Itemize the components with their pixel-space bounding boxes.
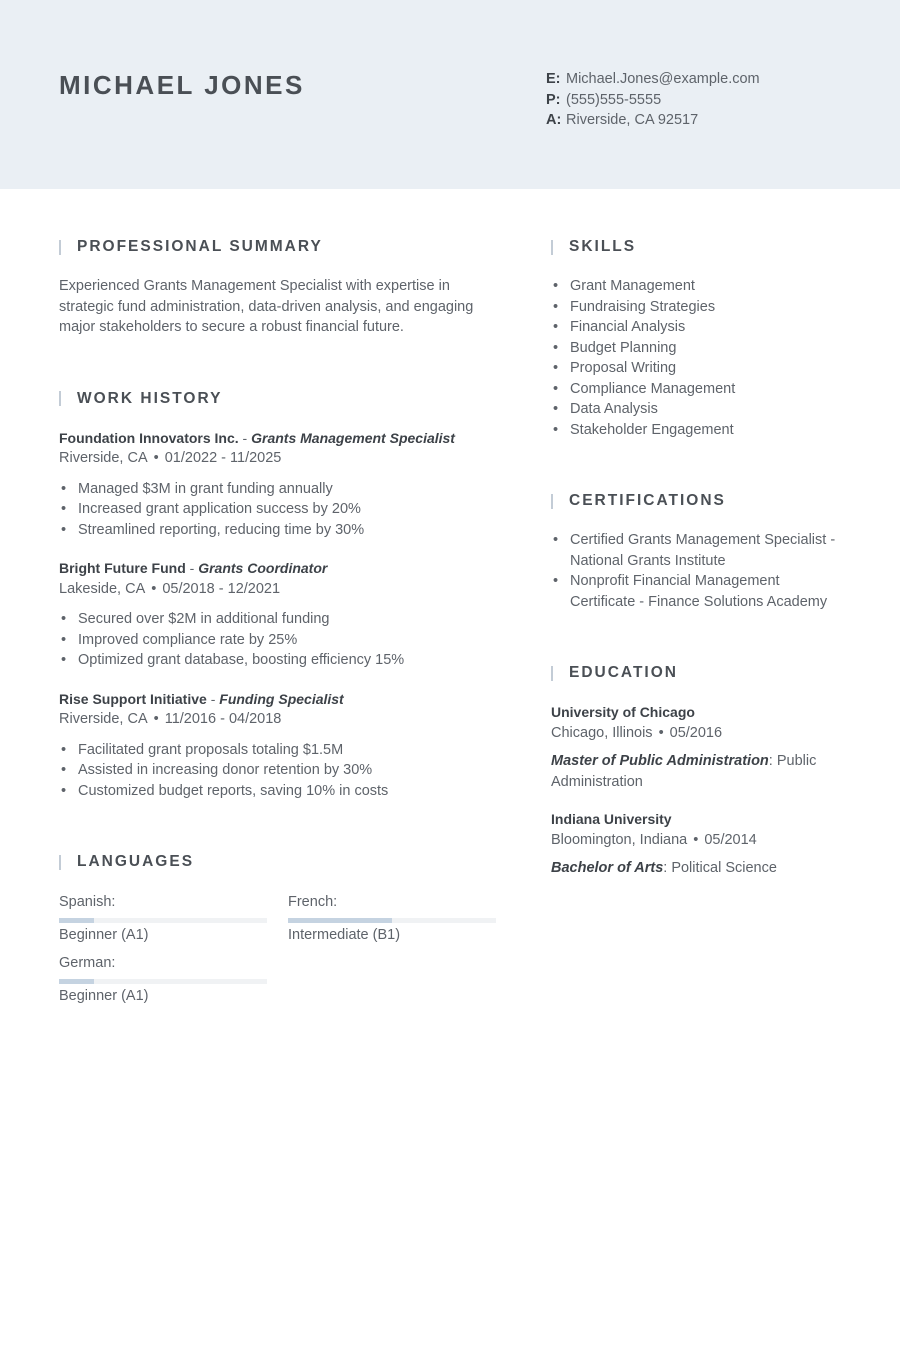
section-title-work-history: WORK HISTORY — [59, 388, 499, 410]
degree-name: Bachelor of Arts — [551, 860, 664, 876]
skills-section — [551, 236, 851, 440]
contact-email[interactable]: Michael.Jones@example.com — [566, 71, 760, 87]
education-school: University of Chicago — [551, 704, 695, 720]
job-bullet: • Increased grant application success by 20% — [59, 499, 499, 520]
phone-key: P: — [546, 91, 561, 108]
job-heading — [59, 558, 499, 579]
job-role: Grants Coordinator — [198, 560, 328, 576]
section-accent-bar — [59, 855, 61, 870]
separator-dot: • — [153, 450, 159, 466]
education-location: Bloomington, Indiana — [551, 831, 688, 848]
education-entry — [551, 702, 851, 792]
section-title-summary: PROFESSIONAL SUMMARY — [59, 236, 499, 258]
skill-item: • Data Analysis — [551, 399, 851, 420]
job-company: Bright Future Fund — [59, 560, 186, 576]
language-level: Intermediate (B1) — [288, 927, 401, 943]
job-role: Funding Specialist — [219, 690, 344, 707]
job-bullet: • Streamlined reporting, reducing time by 30% — [59, 520, 499, 541]
section-accent-bar — [59, 240, 61, 255]
section-accent-bar — [551, 240, 553, 255]
job-dates: 11/2016 - 04/2018 — [164, 711, 282, 727]
job-bullets — [59, 479, 499, 541]
education-date: 05/2016 — [669, 724, 723, 741]
job-company: Rise Support Initiative — [59, 690, 207, 707]
skill-item: • Grant Management — [551, 276, 851, 297]
separator-dot: • — [693, 831, 699, 848]
job-location-dates — [59, 448, 499, 469]
job-company: Foundation Innovators Inc. — [59, 429, 239, 446]
separator-dot: • — [151, 580, 157, 597]
education-location: Chicago, Illinois — [551, 724, 653, 741]
email-key: E: — [546, 71, 561, 87]
education-degree — [551, 858, 851, 879]
degree-field: : Public Administration — [551, 753, 817, 790]
skill-item: • Proposal Writing — [551, 358, 851, 379]
contact-email-row — [546, 69, 760, 90]
language-level-fill — [59, 979, 94, 984]
job-bullets — [59, 740, 499, 802]
degree-name: Master of Public Administration — [551, 753, 769, 769]
job-role: Grants Management Specialist — [251, 429, 455, 446]
section-title-education: EDUCATION — [551, 662, 851, 684]
job-location: Riverside, CA — [59, 711, 148, 727]
language-item — [59, 892, 267, 945]
education-entry — [551, 809, 851, 879]
job-location: Riverside, CA — [59, 450, 148, 466]
language-item — [288, 892, 496, 945]
contact-phone: (555)555-5555 — [566, 91, 662, 108]
job-bullet: • Improved compliance rate by 25% — [59, 630, 499, 651]
job-separator: - — [185, 560, 199, 576]
job-entry — [59, 428, 499, 541]
language-level-fill — [288, 918, 392, 923]
job-location: Lakeside, CA — [59, 580, 146, 597]
job-bullets — [59, 609, 499, 671]
language-name: French: — [288, 894, 338, 910]
work-history-section — [59, 388, 499, 802]
education-date: 05/2014 — [704, 831, 757, 848]
language-level-bar — [288, 918, 496, 923]
education-location-date — [551, 723, 851, 744]
job-bullet: • Customized budget reports, saving 10% in costs — [59, 781, 499, 802]
job-separator: - — [238, 429, 252, 446]
job-bullet: • Assisted in increasing donor retention by 30% — [59, 760, 499, 781]
summary-text: Experienced Grants Management Specialist with expertise in strategic fund administration, data-driven analysis, and engaging major stakeholders to secure a robust financial future. — [59, 278, 474, 335]
left-column — [59, 236, 499, 1011]
resume-header — [0, 0, 900, 189]
job-bullet: • Managed $3M in grant funding annually — [59, 479, 499, 500]
languages-section — [59, 851, 499, 1011]
certification-item: • Nonprofit Financial Management Certificate - Finance Solutions Academy — [551, 571, 846, 612]
certifications-section — [551, 490, 851, 612]
certification-item: • Certified Grants Management Specialist - National Grants Institute — [551, 530, 846, 571]
right-column — [551, 236, 851, 879]
skills-list — [551, 276, 851, 440]
language-name: German: — [59, 955, 116, 971]
section-accent-bar — [551, 666, 553, 681]
section-accent-bar — [59, 391, 61, 406]
skill-item: • Compliance Management — [551, 379, 851, 400]
education-school: Indiana University — [551, 811, 672, 827]
contact-phone-row — [546, 90, 760, 111]
skill-item: • Fundraising Strategies — [551, 297, 851, 318]
job-entry — [59, 558, 499, 671]
language-level: Beginner (A1) — [59, 988, 149, 1004]
job-bullet: • Optimized grant database, boosting efficiency 15% — [59, 650, 499, 671]
language-level-bar — [59, 918, 267, 923]
address-key: A: — [546, 112, 562, 128]
job-location-dates — [59, 709, 499, 730]
degree-field: : Political Science — [663, 860, 777, 876]
language-level-bar — [59, 979, 267, 984]
section-title-skills: SKILLS — [551, 236, 851, 258]
education-degree — [551, 751, 821, 792]
contact-address-row — [546, 110, 760, 131]
language-name: Spanish: — [59, 894, 116, 910]
skill-item: • Stakeholder Engagement — [551, 420, 851, 441]
job-separator: - — [206, 690, 220, 707]
job-bullet: • Facilitated grant proposals totaling $1.5M — [59, 740, 499, 761]
job-dates: 01/2022 - 11/2025 — [164, 450, 282, 466]
section-accent-bar — [551, 494, 553, 509]
language-level-fill — [59, 918, 94, 923]
separator-dot: • — [658, 724, 664, 741]
language-item — [59, 953, 267, 1006]
language-level: Beginner (A1) — [59, 927, 149, 943]
job-bullet: • Secured over $2M in additional funding — [59, 609, 499, 630]
skill-item: • Budget Planning — [551, 338, 851, 359]
skill-item: • Financial Analysis — [551, 317, 851, 338]
section-title-languages: LANGUAGES — [59, 851, 499, 873]
section-title-certifications: CERTIFICATIONS — [551, 490, 851, 512]
job-heading — [59, 689, 499, 710]
candidate-name: MICHAEL JONES — [59, 70, 305, 100]
education-location-date — [551, 830, 851, 851]
job-location-dates — [59, 579, 499, 600]
education-section — [551, 662, 851, 879]
contact-info — [546, 69, 760, 131]
separator-dot: • — [153, 711, 159, 727]
job-entry — [59, 689, 499, 802]
job-dates: 05/2018 - 12/2021 — [162, 580, 281, 597]
job-heading — [59, 428, 499, 449]
certifications-list — [551, 530, 846, 612]
contact-address: Riverside, CA 92517 — [566, 112, 699, 128]
summary-section — [59, 236, 499, 338]
